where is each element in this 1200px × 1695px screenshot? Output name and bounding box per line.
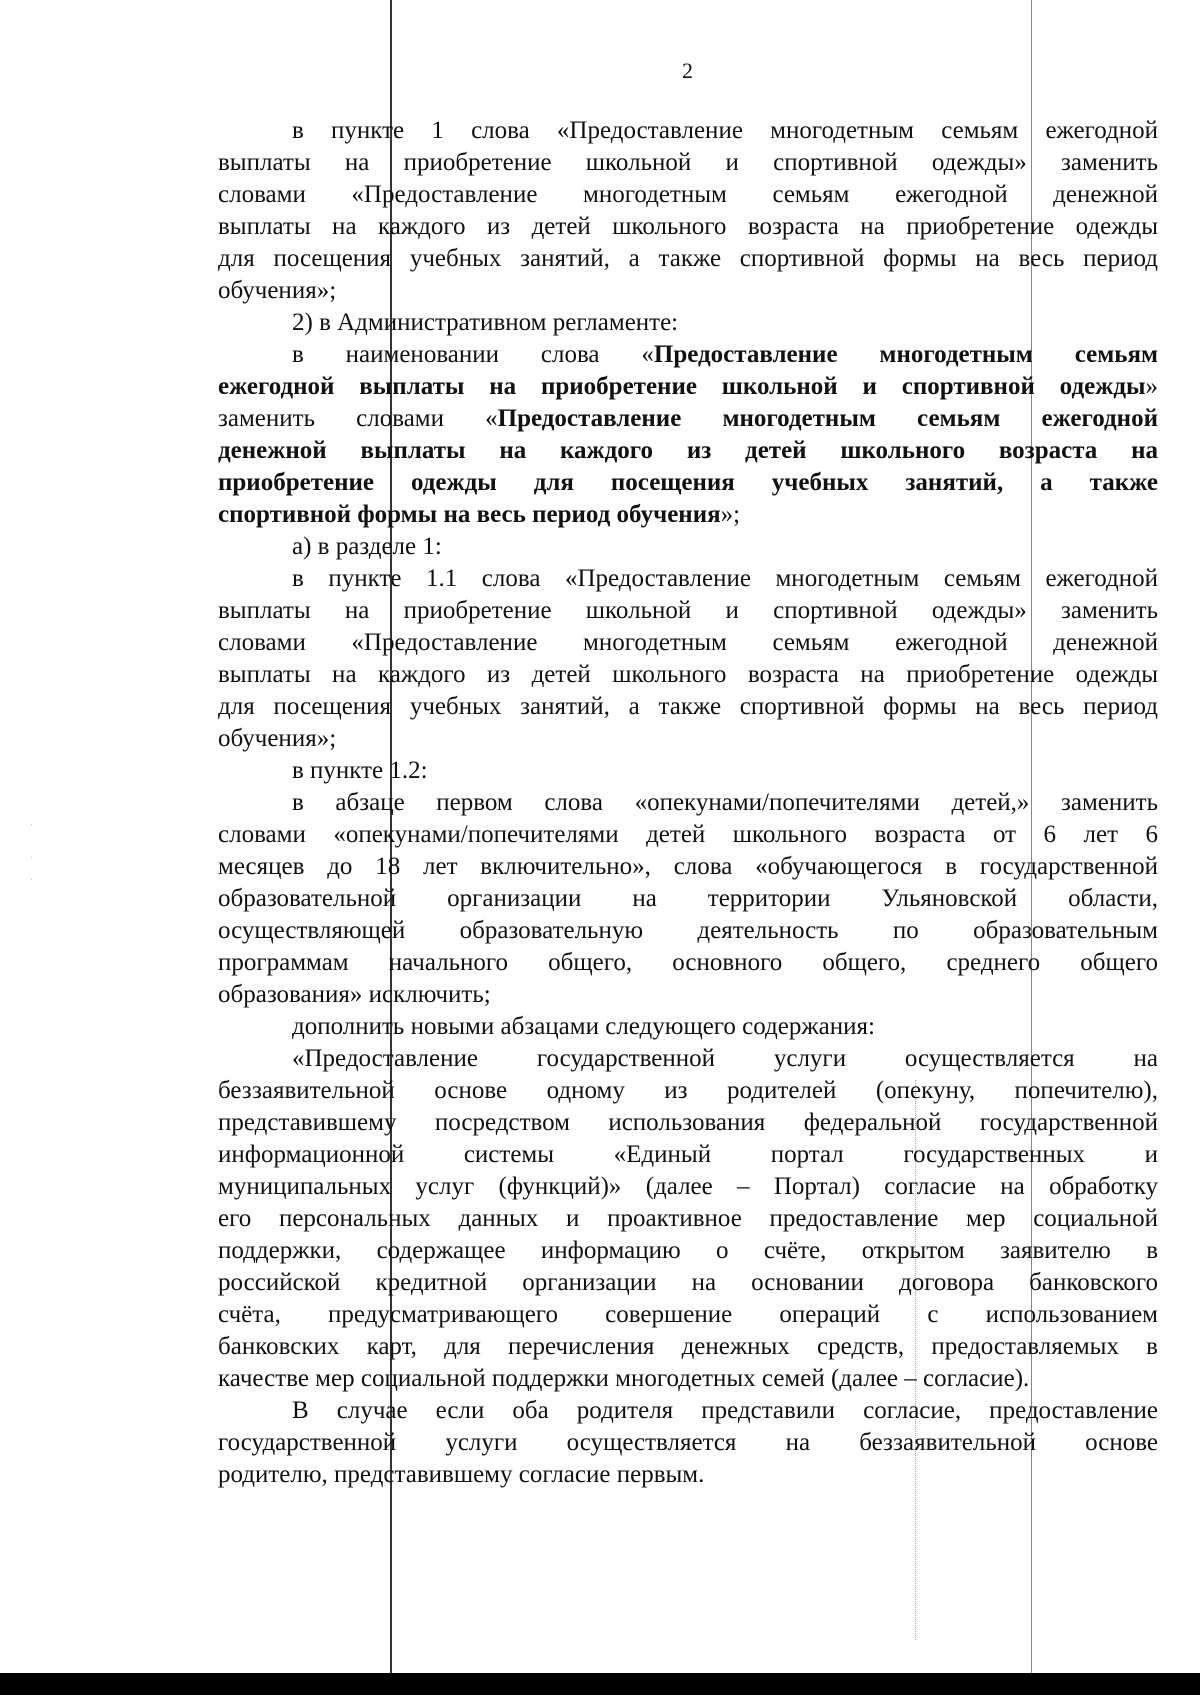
document-line (218, 755, 1158, 787)
document-line (218, 339, 1158, 371)
bold-text: ежегодной выплаты на приобретение школьной и спортивной одежды (218, 373, 1146, 400)
document-line (218, 691, 1158, 723)
document-line (218, 1363, 1158, 1395)
text-segment: дополнить новыми абзацами следующего содержания: (292, 1013, 875, 1040)
text-segment: муниципальных услуг (функций)» (далее – Портал) согласие на обработку (218, 1173, 1158, 1200)
text-segment: для посещения учебных занятий, а также спортивной формы на весь период (218, 245, 1158, 272)
document-line (218, 1331, 1158, 1363)
text-segment: беззаявительной основе одному из родителей (опекуну, попечителю), (218, 1077, 1158, 1104)
document-line (218, 275, 1158, 307)
text-segment: осуществляющей образовательную деятельность по образовательным (218, 917, 1158, 944)
text-segment: 2) в Административном регламенте: (292, 309, 679, 336)
text-segment: обучения»; (218, 277, 337, 304)
document-line (218, 1395, 1158, 1427)
text-segment: представившему посредством использования федеральной государственной (218, 1109, 1158, 1136)
document-line (218, 883, 1158, 915)
document-line (218, 1267, 1158, 1299)
text-segment: информационной системы «Единый портал государственных и (218, 1141, 1158, 1168)
text-segment: »; (720, 501, 741, 528)
text-segment: а) в разделе 1: (292, 533, 442, 560)
document-line (218, 1043, 1158, 1075)
text-segment: словами «опекунами/попечителями детей школьного возраста от 6 лет 6 (218, 821, 1158, 848)
text-segment: российской кредитной организации на основании договора банковского (218, 1269, 1158, 1296)
text-segment: поддержки, содержащее информацию о счёте, открытом заявителю в (218, 1237, 1158, 1264)
document-line (218, 819, 1158, 851)
text-segment: в пункте 1 слова «Предоставление многодетным семьям ежегодной (292, 117, 1158, 144)
document-line (218, 1203, 1158, 1235)
scan-speck: · · · (30, 820, 34, 886)
document-line (218, 563, 1158, 595)
text-segment: государственной услуги осуществляется на беззаявительной основе (218, 1429, 1158, 1456)
document-line (218, 627, 1158, 659)
document-line (218, 243, 1158, 275)
text-segment: в абзаце первом слова «опекунами/попечителями детей,» заменить (292, 789, 1158, 816)
scan-bottom-border (0, 1673, 1200, 1695)
text-segment: в пункте 1.2: (292, 757, 428, 784)
text-segment: счёта, предусматривающего совершение операций с использованием (218, 1301, 1158, 1328)
document-body (218, 115, 1158, 1491)
text-segment: выплаты на каждого из детей школьного возраста на приобретение одежды (218, 213, 1158, 240)
text-segment: В случае если оба родителя представили согласие, предоставление (292, 1397, 1158, 1424)
document-line (218, 1075, 1158, 1107)
text-segment: для посещения учебных занятий, а также спортивной формы на весь период (218, 693, 1158, 720)
text-segment: его персональных данных и проактивное предоставление мер социальной (218, 1205, 1158, 1232)
document-line (218, 307, 1158, 339)
text-segment: образования» исключить; (218, 981, 491, 1008)
document-line (218, 371, 1158, 403)
document-line (218, 1107, 1158, 1139)
document-line (218, 851, 1158, 883)
bold-text: спортивной формы на весь период обучения (218, 501, 721, 528)
document-line (218, 723, 1158, 755)
text-segment: » (1145, 373, 1158, 400)
document-line (218, 595, 1158, 627)
document-line (218, 915, 1158, 947)
document-line (218, 435, 1158, 467)
document-line (218, 1171, 1158, 1203)
document-line (218, 1139, 1158, 1171)
bold-text: Предоставление многодетным семьям ежегодной (497, 405, 1158, 432)
document-line (218, 467, 1158, 499)
document-line (218, 531, 1158, 563)
text-segment: образовательной организации на территории Ульяновской области, (218, 885, 1158, 912)
document-line (218, 179, 1158, 211)
bold-text: денежной выплаты на каждого из детей школьного возраста на (218, 437, 1158, 464)
document-line (218, 211, 1158, 243)
text-segment: «Предоставление государственной услуги осуществляется на (292, 1045, 1158, 1072)
document-line (218, 147, 1158, 179)
text-segment: словами «Предоставление многодетным семьям ежегодной денежной (218, 181, 1158, 208)
document-line (218, 787, 1158, 819)
document-line (218, 947, 1158, 979)
document-line (218, 1011, 1158, 1043)
document-line (218, 499, 1158, 531)
text-segment: месяцев до 18 лет включительно», слова «обучающегося в государственной (218, 853, 1158, 880)
text-segment: выплаты на приобретение школьной и спортивной одежды» заменить (218, 149, 1158, 176)
text-segment: выплаты на каждого из детей школьного возраста на приобретение одежды (218, 661, 1158, 688)
document-line (218, 1459, 1158, 1491)
document-line (218, 1235, 1158, 1267)
page-number: 2 (682, 58, 693, 83)
text-segment: словами «Предоставление многодетным семьям ежегодной денежной (218, 629, 1158, 656)
document-line (218, 1299, 1158, 1331)
document-line (218, 979, 1158, 1011)
document-line (218, 115, 1158, 147)
text-segment: обучения»; (218, 725, 337, 752)
text-segment: в наименовании слова « (292, 341, 654, 368)
text-segment: заменить словами « (218, 405, 498, 432)
text-segment: выплаты на приобретение школьной и спортивной одежды» заменить (218, 597, 1158, 624)
text-segment: банковских карт, для перечисления денежных средств, предоставляемых в (218, 1333, 1158, 1360)
text-segment: качестве мер социальной поддержки многодетных семей (далее – согласие). (218, 1365, 1030, 1392)
document-line (218, 1427, 1158, 1459)
document-line (218, 403, 1158, 435)
text-segment: в пункте 1.1 слова «Предоставление многодетным семьям ежегодной (292, 565, 1158, 592)
text-segment: программам начального общего, основного общего, среднего общего (218, 949, 1158, 976)
bold-text: приобретение одежды для посещения учебных занятий, а также (218, 469, 1158, 496)
text-segment: родителю, представившему согласие первым. (218, 1461, 705, 1488)
bold-text: Предоставление многодетным семьям (653, 341, 1158, 368)
document-line (218, 659, 1158, 691)
